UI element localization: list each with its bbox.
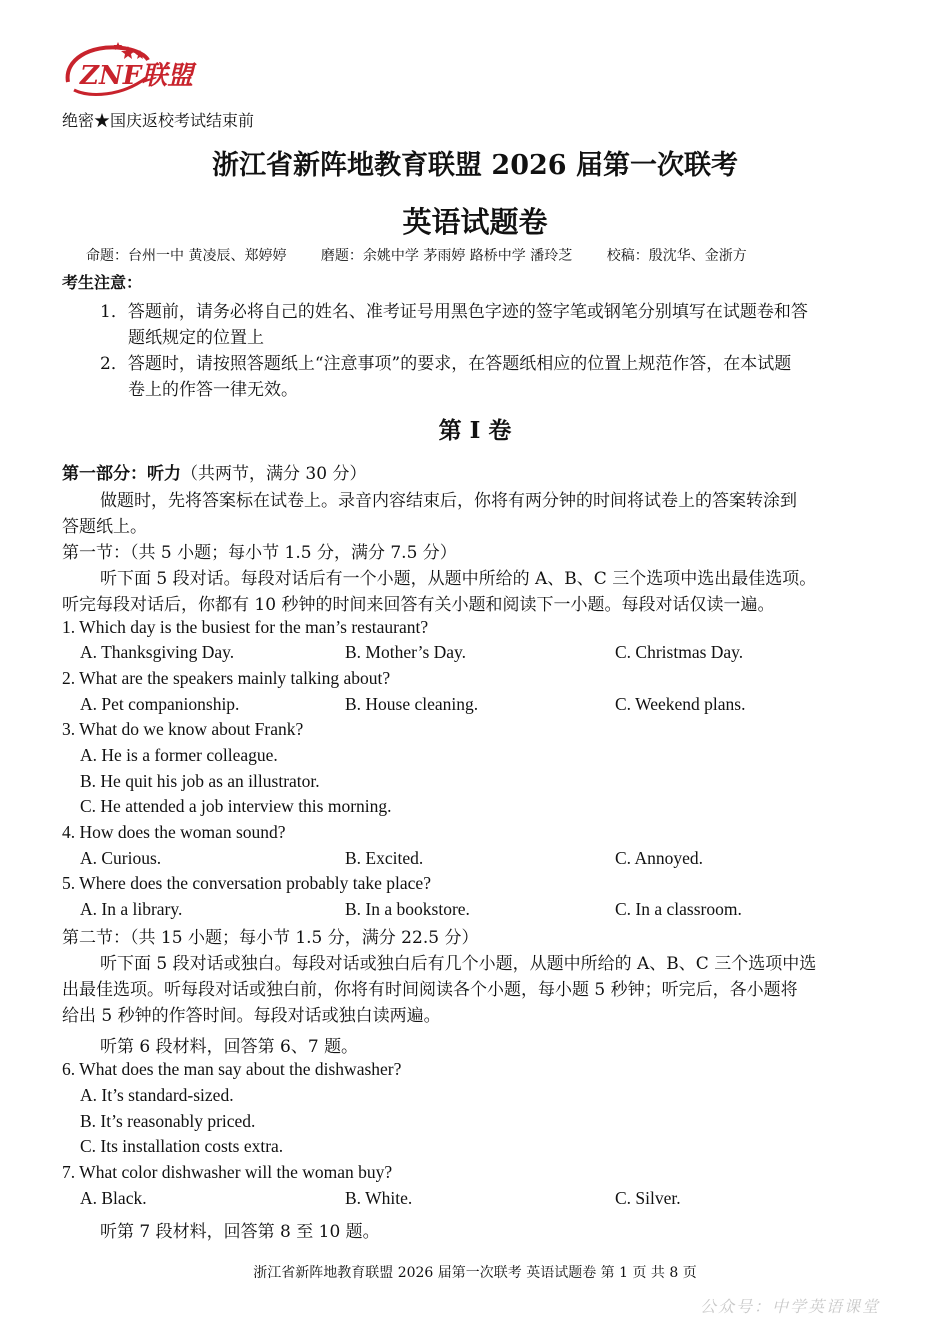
section2-intro: 听下面 5 段对话或独白。每段对话或独白后有几个小题，从题中所给的 A、B、C 三个选项中选 [100, 954, 817, 974]
credit-reviewer: 磨题：余姚中学 茅雨婷 路桥中学 潘玲芝 [320, 248, 573, 264]
question-6-option-c: C. Its installation costs extra. [80, 1136, 284, 1156]
question-6-option-a: A. It’s standard-sized. [80, 1085, 234, 1105]
notice-title: 考生注意： [62, 273, 143, 292]
question-6-stem: 6. What does the man say about the dishwasher? [62, 1059, 402, 1079]
watermark: 公众号：中学英语课堂 [700, 1297, 881, 1316]
section1-title: 第一节：（共 5 小题；每小节 1.5 分，满分 7.5 分） [62, 543, 457, 563]
question-3-option-a: A. He is a former colleague. [80, 745, 278, 765]
question-4-option-a: A. Curious. [80, 848, 162, 868]
confidential-label: 绝密★国庆返校考试结束前 [62, 111, 255, 130]
part1-title-rest: （共两节，满分 30 分） [181, 464, 367, 484]
question-7-option-c: C. Silver. [615, 1188, 681, 1208]
question-4-option-c: C. Annoyed. [615, 848, 703, 868]
question-1-option-c: C. Christmas Day. [615, 642, 744, 662]
question-1-option-a: A. Thanksgiving Day. [80, 642, 235, 662]
notice-item-2: 2．答题时，请按照答题纸上“注意事项”的要求，在答题纸相应的位置上规范作答，在本试题 [100, 354, 792, 374]
notice-item-2-cont: 卷上的作答一律无效。 [128, 380, 298, 400]
question-3-option-c: C. He attended a job interview this morning. [80, 796, 392, 816]
question-6-option-b: B. It’s reasonably priced. [80, 1111, 256, 1131]
question-7-option-b: B. White. [345, 1188, 413, 1208]
question-5-option-b: B. In a bookstore. [345, 899, 470, 919]
part1-title-bold: 第一部分：听力 [62, 464, 181, 484]
question-2-stem: 2. What are the speakers mainly talking about? [62, 668, 391, 688]
question-4-stem: 4. How does the woman sound? [62, 822, 286, 842]
question-1-option-b: B. Mother’s Day. [345, 642, 467, 662]
question-5-stem: 5. Where does the conversation probably take place? [62, 873, 431, 893]
question-4-option-b: B. Excited. [345, 848, 424, 868]
part1-title [62, 459, 366, 484]
credit-proofreader: 校稿：殷沈华、金浙方 [606, 248, 747, 264]
question-5-option-a: A. In a library. [80, 899, 183, 919]
question-3-option-b: B. He quit his job as an illustrator. [80, 771, 320, 791]
question-5-option-c: C. In a classroom. [615, 899, 742, 919]
section2-intro-cont-2: 给出 5 秒钟的作答时间。每段对话或独白读两遍。 [62, 1006, 441, 1026]
material-7-instruction: 听第 7 段材料，回答第 8 至 10 题。 [100, 1222, 380, 1242]
volume-title: 第 I 卷 [438, 417, 512, 444]
exam-title: 浙江省新阵地教育联盟 2026 届第一次联考 [212, 150, 738, 181]
section1-intro-cont: 听完每段对话后，你都有 10 秒钟的时间来回答有关小题和阅读下一小题。每段对话仅读一遍。 [62, 595, 775, 615]
question-2-option-c: C. Weekend plans. [615, 694, 746, 714]
section2-title: 第二节：（共 15 小题；每小节 1.5 分，满分 22.5 分） [62, 928, 479, 948]
question-7-option-a: A. Black. [80, 1188, 147, 1208]
part1-intro: 做题时，先将答案标在试卷上。录音内容结束后，你将有两分钟的时间将试卷上的答案转涂到 [100, 491, 797, 511]
material-6-instruction: 听第 6 段材料，回答第 6、7 题。 [100, 1037, 359, 1057]
logo-text: ZNF联盟 [80, 61, 194, 91]
znf-alliance-logo [60, 38, 194, 102]
question-3-stem: 3. What do we know about Frank? [62, 719, 304, 739]
section2-intro-cont-1: 出最佳选项。听每段对话或独白前，你将有时间阅读各个小题，每小题 5 秒钟；听完后，各小题将 [62, 980, 798, 1000]
question-2-option-b: B. House cleaning. [345, 694, 479, 714]
part1-intro-cont: 答题纸上。 [62, 517, 147, 537]
notice-item-1: 1．答题前，请务必将自己的姓名、准考证号用黑色字迹的签字笔或钢笔分别填写在试题卷和答 [100, 302, 808, 322]
question-7-stem: 7. What color dishwasher will the woman buy? [62, 1162, 393, 1182]
notice-item-1-cont: 题纸规定的位置上 [128, 328, 264, 348]
credits-line [86, 245, 777, 265]
section1-intro: 听下面 5 段对话。每段对话后有一个小题，从题中所给的 A、B、C 三个选项中选出最佳选项。 [100, 569, 817, 589]
question-1-stem: 1. Which day is the busiest for the man’s restaurant? [62, 617, 429, 637]
page-footer: 浙江省新阵地教育联盟 2026 届第一次联考 英语试题卷 第 1 页 共 8 页 [253, 1265, 697, 1281]
exam-subtitle: 英语试题卷 [402, 205, 548, 239]
credit-author: 命题：台州一中 黄凌辰、郑婷婷 [86, 248, 287, 264]
question-2-option-a: A. Pet companionship. [80, 694, 240, 714]
